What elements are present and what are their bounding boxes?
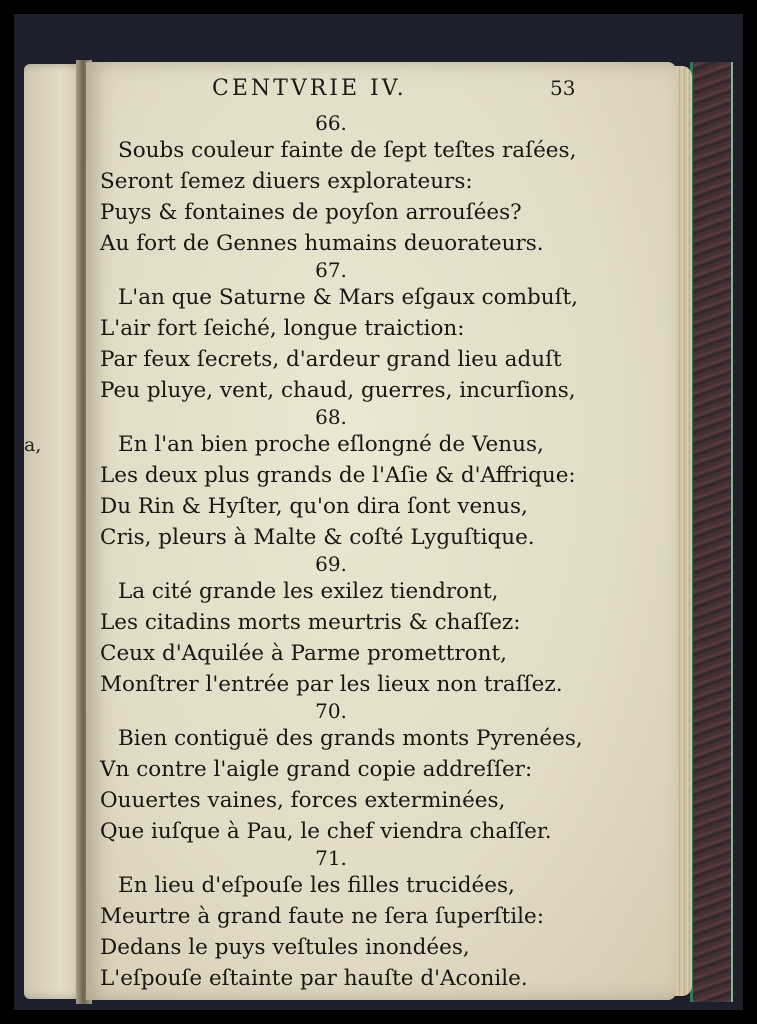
verse-line: En lieu d'eſpouſe les filles trucidées, <box>118 873 515 898</box>
verse-line: Ceux d'Aquilée à Parme promettront, <box>100 641 507 666</box>
quatrain <box>100 112 640 259</box>
verse-line: Dedans le puys veſtules inondées, <box>100 935 470 960</box>
quatrain-number: 71. <box>315 846 347 870</box>
verse-line: Vn contre l'aigle grand copie addreſſer: <box>100 757 533 782</box>
page-number: 53 <box>550 76 576 100</box>
verse-line: La cité grande les exilez tiendront, <box>118 579 499 604</box>
verse-line: Que iuſque à Pau, le chef viendra chaſſer. <box>100 819 552 844</box>
verse-line: L'air fort ſeiché, longue traiction: <box>100 316 465 341</box>
verse-line: Les citadins morts meurtris & chaſſez: <box>100 610 521 635</box>
verse-line: L'an que Saturne & Mars eſgaux combuſt, <box>118 285 579 310</box>
left-page-fragments <box>24 182 84 461</box>
verse-line: Les deux plus grands de l'Aſie & d'Affrique: <box>100 463 576 488</box>
verse-line: Meurtre à grand faute ne ſera ſuperſtile: <box>100 904 545 929</box>
verse-line: L'eſpouſe eſtainte par hauſte d'Aconile. <box>100 966 528 991</box>
book-cover-edge <box>690 62 733 1002</box>
verse-line: Puys & fontaines de poyſon arrouſées? <box>100 200 522 225</box>
page-header <box>0 76 757 106</box>
running-head: CENTVRIE IV. <box>212 76 407 101</box>
verse-line: Bien contiguë des grands monts Pyrenées, <box>118 726 583 751</box>
left-page-fragment: a, <box>24 434 42 456</box>
verse-line: En l'an bien proche eſlongné de Venus, <box>118 432 544 457</box>
verse-line: Ouuertes vaines, forces exterminées, <box>100 788 506 813</box>
quatrain <box>100 553 640 700</box>
quatrain-number: 67. <box>315 258 347 282</box>
quatrain <box>100 700 640 847</box>
quatrain <box>100 847 640 994</box>
verse-line: Du Rin & Hyſter, qu'on dira ſont venus, <box>100 494 528 519</box>
quatrain-number: 68. <box>315 405 347 429</box>
quatrain-number: 69. <box>315 552 347 576</box>
quatrain-number: 66. <box>315 111 347 135</box>
verse-line: Seront ſemez diuers explorateurs: <box>100 169 473 194</box>
verse-line: Cris, pleurs à Malte & coſté Lyguſtique. <box>100 525 535 550</box>
verse-line: Peu pluye, vent, chaud, guerres, incurſions, <box>100 378 576 403</box>
verse-line: Monſtrer l'entrée par les lieux non traſſez. <box>100 672 563 697</box>
verse-line: Soubs couleur fainte de ſept teſtes raſées, <box>118 138 577 163</box>
quatrain-number: 70. <box>315 699 347 723</box>
quatrain-text <box>100 112 640 994</box>
verse-line: Par feux ſecrets, d'ardeur grand lieu aduſt <box>100 347 562 372</box>
verse-line: Au fort de Gennes humains deuorateurs. <box>100 231 544 256</box>
quatrain <box>100 259 640 406</box>
quatrain <box>100 406 640 553</box>
